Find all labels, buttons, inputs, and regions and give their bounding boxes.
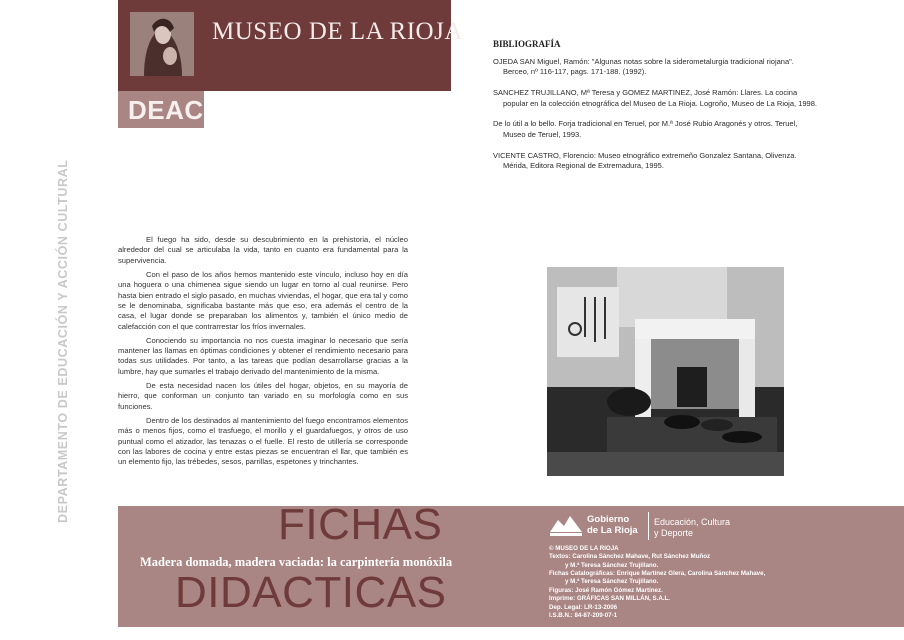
logo-divider xyxy=(648,512,649,540)
fichas-title: FICHAS xyxy=(278,500,443,549)
bibliography-entry: OJEDA SAN Miguel, Ramón: "Algunas notas sobre la siderometalurgia tradicional riojana". Berceo, nº 116-117, pags. 171-188. (1992). xyxy=(493,56,794,77)
body-text xyxy=(118,235,408,472)
dept-line1: Educación, Cultura xyxy=(654,517,731,527)
bibliography-entry: SANCHEZ TRUJILLANO, Mª Teresa y GOMEZ MARTINEZ, José Ramón: Llares. La cocina popular en la colección etnográfica del Museo de La Rioja. Logroño, Museo de La Rioja, 1998. xyxy=(493,88,817,108)
credits xyxy=(549,545,799,620)
credit-line: y M.ª Teresa Sánchez Trujillano. xyxy=(565,578,659,586)
body-paragraph: El fuego ha sido, desde su descubrimiento en la prehistoria, el núcleo alrededor del cual se articulaba la vida, tanto en cuanto era fundamental para la supervivencia. xyxy=(118,235,408,265)
body-paragraph: De esta necesidad nacen los útiles del hogar, objetos, en su mayoría de hierro, que conforman un conjunto tan variado en su morfología como en sus funciones. xyxy=(118,381,408,411)
credit-line: Dep. Legal: LR-13-2006 xyxy=(549,603,618,611)
credit-line: Fichas Catalográficas: Enrique Martínez Glera, Carolina Sánchez Mahave, xyxy=(549,570,766,578)
credit-line: I.S.B.N.: 84-87-209-07-1 xyxy=(549,611,618,619)
bibliography-entry: De lo útil a lo bello. Forja tradicional en Teruel, por M.ª José Rubio Aragonés y otros. Teruel, Museo de Teruel, 1993. xyxy=(493,119,798,139)
footer-subtitle: Madera domada, madera vaciada: la carpintería monóxila xyxy=(140,555,453,569)
gobierno-rioja-logo-icon xyxy=(548,512,584,538)
didacticas-title: DIDACTICAS xyxy=(175,568,447,617)
header-portrait-image xyxy=(130,12,194,76)
gobierno-name xyxy=(587,515,638,537)
bibliography-entry: VICENTE CASTRO, Florencio: Museo etnográfico extremeño Gonzalez Santana, Olivenza. Mérida, Editora Regional de Extremadura, 1995. xyxy=(493,150,797,171)
body-paragraph: Dentro de los destinados al mantenimiento del fuego encontramos elementos más o menos fijos, como el trasfuego, el morillo y el guardafuegos, y otros de uso puntual como el atizador, las tenazas o el fuelle. El resto de utillería se corresponde con las labores de cocina y entre estas piezas se encuentran el llar, que también es un elemento fijo, las trébedes, sesos, parrillas, espetones y trinchantes. xyxy=(118,416,408,467)
body-paragraph: Conociendo su importancia no nos cuesta imaginar lo necesario que sería mantener las llamas en óptimas condiciones y obtener el rendimiento necesario para todas sus utilidades. Por tanto, a las tareas que podían desarrollarse gracias a la lumbre, hay que sumarles el trabajo derivado del mantenimiento de la misma. xyxy=(118,335,408,376)
museum-title: MUSEO DE LA RIOJA xyxy=(212,18,463,45)
bibliography-heading: BIBLIOGRAFÍA xyxy=(493,39,561,49)
credit-line: © MUSEO DE LA RIOJA xyxy=(549,545,619,552)
department-vertical-text: DEPARTAMENTO DE EDUCACIÓN Y ACCIÓN CULTURAL xyxy=(56,159,70,523)
gobierno-line1: Gobierno xyxy=(587,514,630,525)
bibliography xyxy=(493,38,819,182)
credit-line: Figuras: José Ramón Gómez Martínez. xyxy=(549,586,663,594)
hearth-photo xyxy=(547,267,784,476)
body-paragraph: Con el paso de los años hemos mantenido este vínculo, incluso hoy en día una hoguera o una chimenea sigue siendo un lugar en torno al cual reunirse. Pero hasta bien entrado el siglo pasado, en muchas viviendas, el hogar, que era tal y como se le denominaba, significaba bastante más que eso, era además el centro de la casa, el lugar donde se preparaban los alimentos y, también el único medio de calefacción con el que contrarrestar los fríos invernales. xyxy=(118,269,408,331)
gobierno-line2: de La Rioja xyxy=(587,524,638,536)
credit-line: y M.ª Teresa Sánchez Trujillano. xyxy=(565,561,659,569)
gobierno-department xyxy=(654,517,730,539)
credit-line: Textos: Carolina Sánchez Mahave, Rut Sánchez Muñoz xyxy=(549,553,711,561)
credit-line: Imprime: GRÁFICAS SAN MILLÁN, S.A.L. xyxy=(549,595,671,603)
dept-line2: y Deporte xyxy=(654,527,694,538)
deac-label: DEAC xyxy=(128,95,204,125)
